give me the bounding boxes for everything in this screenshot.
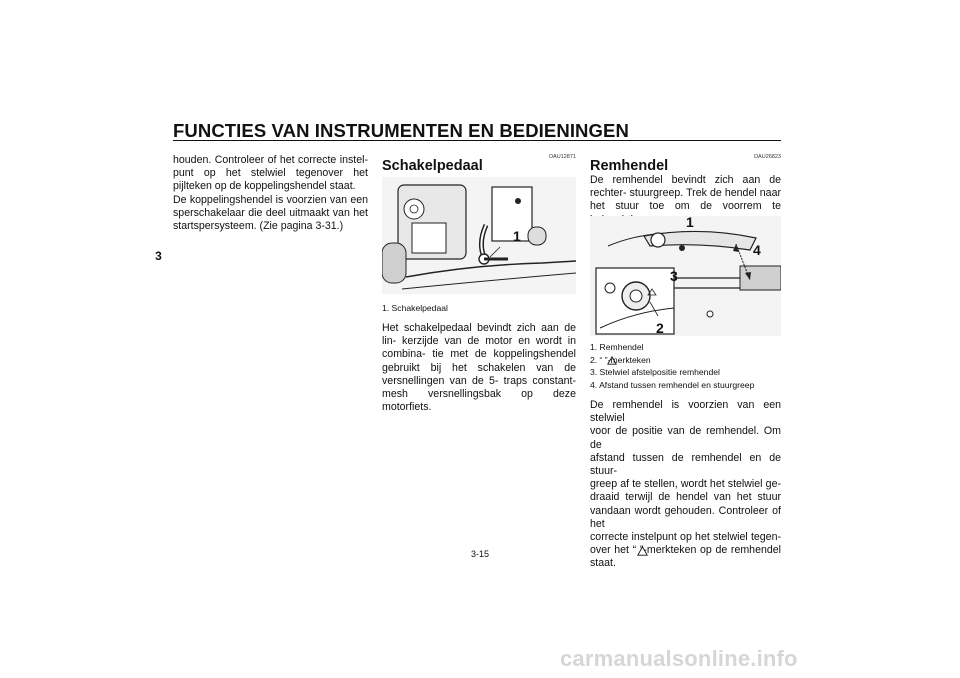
figure-callout-4: 4 <box>753 242 761 258</box>
brake-caption-2 <box>590 354 754 367</box>
figure-callout-1: 1 <box>686 214 694 230</box>
section-title-shift-pedal: Schakelpedaal <box>382 158 483 174</box>
brake-body-line: correcte instelpunt op het stelwiel tegen- <box>590 531 781 544</box>
triangle-mark-icon <box>607 356 617 365</box>
section-code-brake: DAU26823 <box>754 154 781 160</box>
brake-body-line: draaid terwijl de hendel van het stuur <box>590 491 781 504</box>
brake-lever-figure <box>590 216 781 336</box>
brake-body-line: staat. <box>590 557 616 570</box>
left-column <box>173 154 368 233</box>
shift-pedal-illustration <box>382 177 576 294</box>
shift-pedal-figure <box>382 177 576 294</box>
brake-body-line: vandaan wordt gehouden. Controleer of het <box>590 504 781 530</box>
brake-body-line-with-mark <box>590 544 781 557</box>
brake-description <box>590 399 781 571</box>
page-header-title: FUNCTIES VAN INSTRUMENTEN EN BEDIENINGEN <box>173 120 629 141</box>
brake-caption-3: 3. Stelwiel afstelpositie remhendel <box>590 367 720 378</box>
chapter-tab: 3 <box>155 249 162 263</box>
brake-body-line: afstand tussen de remhendel en de stuur- <box>590 451 781 478</box>
shift-pedal-paragraph: Het schakelpedaal bevindt zich aan de lin- kerzijde van de motor en wordt in combina- tie met de koppelingshendel gebruikt bij het schakelen van de versnellingen van de 5- traps constant-mesh versnellingsbak op deze motorfiets. <box>382 322 576 414</box>
shift-pedal-description <box>382 322 576 414</box>
watermark: carmanualsonline.info <box>560 646 798 671</box>
header-divider <box>173 140 781 141</box>
figure-callout-3: 3 <box>670 268 678 284</box>
figure-callout-1: 1 <box>513 228 521 244</box>
brake-body-line: De remhendel is voorzien van een stelwiel <box>590 399 781 425</box>
brake-lever-illustration <box>590 216 781 336</box>
left-paragraph-2: De koppelingshendel is voorzien van een sperschakelaar die deel uitmaakt van het startspersysteem. (Zie pagina 3-31.) <box>173 193 368 233</box>
brake-body-line: voor de positie van de remhendel. Om de <box>590 425 781 451</box>
figure-callout-2: 2 <box>656 320 664 336</box>
brake-intro-paragraph: De remhendel bevindt zich aan de rechter- stuurgreep. Trek de hendel naar het stuur toe om de voorrem te <box>590 174 781 213</box>
section-title-brake-lever: Remhendel <box>590 158 669 174</box>
brake-body-line: over het “ ”-merkteken op de remhendel <box>590 544 781 557</box>
shift-pedal-caption: 1. Schakelpedaal <box>382 303 448 313</box>
brake-caption-2-text: 2. “ ”-merkteken <box>590 354 651 365</box>
triangle-mark-icon <box>637 546 648 556</box>
page-number: 3-15 <box>470 549 489 559</box>
brake-body-line: greep af te stellen, wordt het stelwiel ge- <box>590 478 781 491</box>
brake-figure-captions <box>590 341 754 391</box>
section-code: DAU12871 <box>549 154 576 160</box>
brake-caption-4: 4. Afstand tussen remhendel en stuurgreep <box>590 379 755 390</box>
brake-caption-1: 1. Remhendel <box>590 342 644 352</box>
left-paragraph-1: houden. Controleer of het correcte instel- punt op het stelwiel tegenover het pijlteken op de koppelingshendel staat. <box>173 154 368 193</box>
